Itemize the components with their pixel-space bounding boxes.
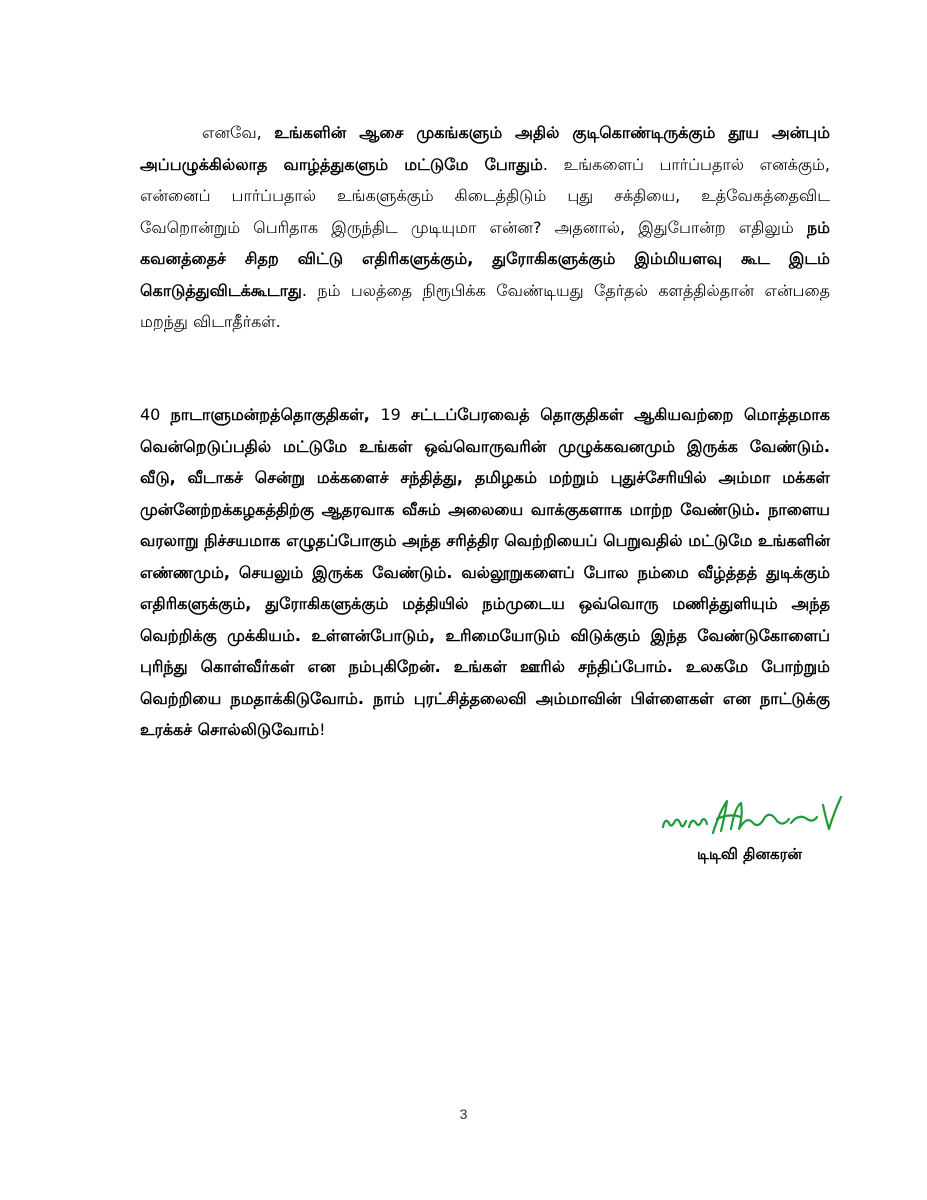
paragraph-1-segment-1: எனவே,	[202, 123, 275, 142]
paragraph-1-segment-2: உங்களின் ஆசை முகங்களும் அதில் குடிகொண்டிருக்கும் தூய அன்பும் அப்பழுக்கில்லாத வாழ்த்துகளும் மட்டுமே போதும்	[140, 123, 831, 174]
paragraph-1-segment-5: . நம் பலத்தை நிரூபிக்க வேண்டியது தேர்தல் களத்தில்தான் என்பதை மறந்து விடாதீர்கள்.	[140, 280, 830, 331]
body-paragraph-2	[140, 399, 830, 746]
handwritten-signature	[655, 793, 845, 849]
page-number: 3	[459, 1106, 468, 1122]
paragraph-2-segment-3: 19	[380, 405, 411, 424]
paragraph-2-segment-2: நாடாளுமன்றத்தொகுதிகள்,	[170, 405, 381, 424]
paragraph-1-segment-3: . உங்களைப் பார்ப்பதால் எனக்கும், என்னைப் பார்ப்பதால் உங்களுக்கும் கிடைத்திடும் புது சக்தியை, உத்வேகத்தைவிட வேறொன்றும் பெரிதாக இருந்திட முடியுமா என்ன? அதனால், இதுபோன்ற எதிலும்	[140, 154, 830, 237]
paragraph-2-segment-5: !	[319, 720, 326, 739]
paragraph-2-segment-4: சட்டப்பேரவைத் தொகுதிகள் ஆகியவற்றை மொத்தமாக வென்றெடுப்பதில் மட்டுமே உங்கள் ஒவ்வொருவரின் முழுக்கவனமும் இருக்க வேண்டும். வீடு, வீடாகச் சென்று மக்களைச் சந்தித்து, தமிழகம் மற்றும் புதுச்சேரியில் அம்மா மக்கள் முன்னேற்றக்கழகத்திற்கு ஆதரவாக வீசும் அலையை வாக்குகளாக மாற்ற வேண்டும். நாளைய வரலாறு நிச்சயமாக எழுதப்போகும் அந்த சரித்திர வெற்றியைப் பெறுவதில் மட்டுமே உங்களின் எண்ணமும், செயலும் இருக்க வேண்டும். வல்லூறுகளைப் போல நம்மை வீழ்த்தத் துடிக்கும் எதிரிகளுக்கும், துரோகிகளுக்கும் மத்தியில் நம்முடைய ஒவ்வொரு மணித்துளியும் அந்த வெற்றிக்கு முக்கியம். உள்ளன்போடும், உரிமையோடும் விடுக்கும் இந்த வேண்டுகோளைப் புரிந்து கொள்வீர்கள் என நம்புகிறேன். உங்கள் ஊரில் சந்திப்போம். உலகமே போற்றும் வெற்றியை நமதாக்கிடுவோம். நாம் புரட்சித்தலைவி அம்மாவின் பிள்ளைகள் என நாட்டுக்கு உரக்கச் சொல்லிடுவோம்	[140, 405, 831, 739]
signer-name: டிடிவி தினகரன்	[697, 845, 802, 863]
body-paragraph-1	[140, 117, 830, 338]
paragraph-1-segment-4: நம் கவனத்தைச் சிதற விட்டு எதிரிகளுக்கும், துரோகிகளுக்கும் இம்மியளவு கூட இடம் கொடுத்துவிடக்கூடாது	[140, 217, 830, 300]
paragraph-2-segment-1: 40	[140, 405, 171, 424]
